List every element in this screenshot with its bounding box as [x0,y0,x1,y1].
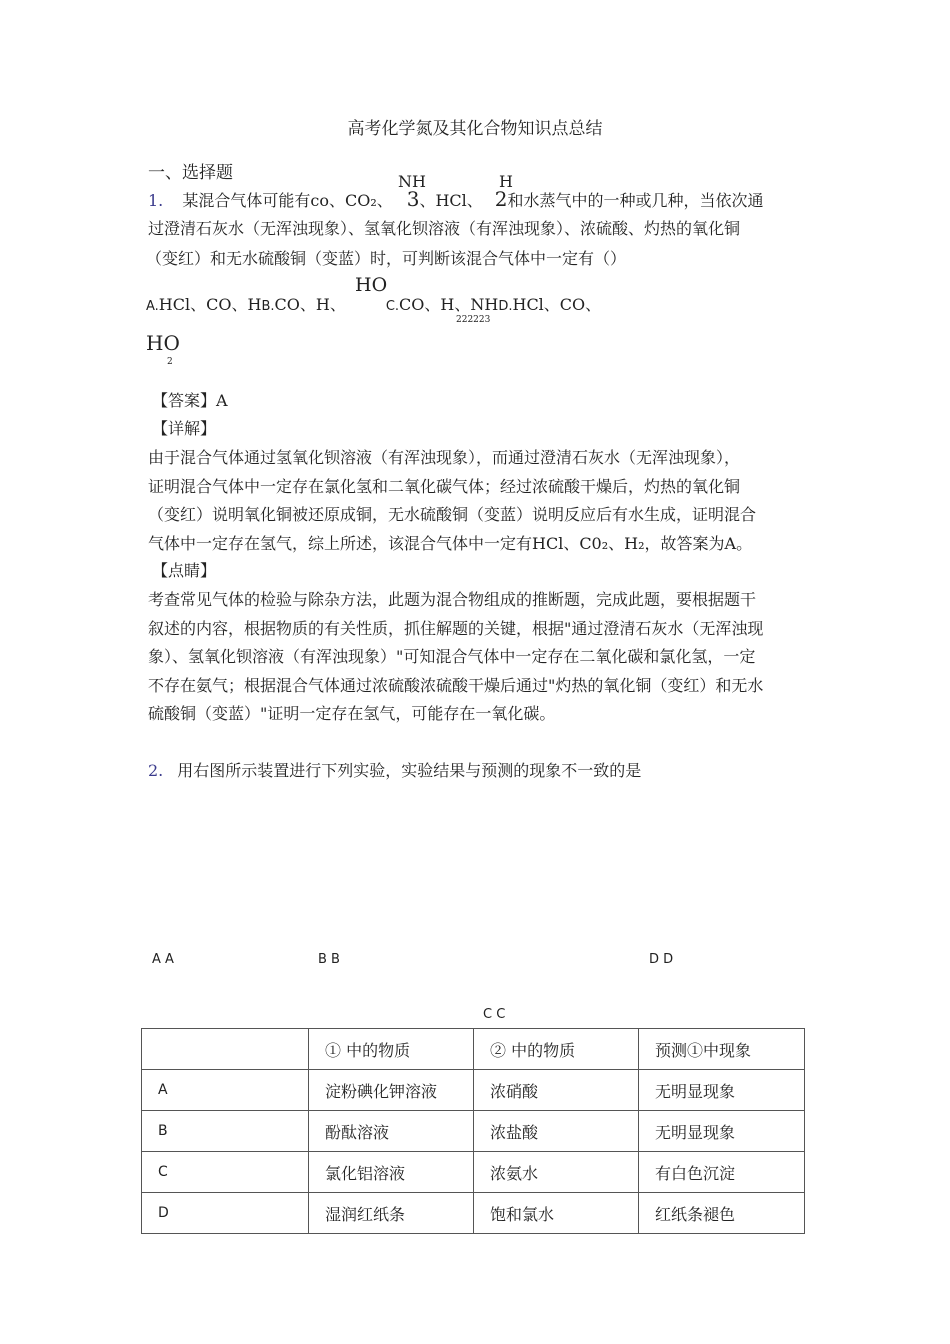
table-header-cell: 预测①中现象 [639,1029,805,1070]
option-c-label: C. [385,299,400,314]
table-cell: 红纸条褪色 [639,1193,805,1234]
option-a-text: HCl、CO、H [158,295,262,314]
q1-line1-mid: 、HCl、 [419,191,483,210]
detail-paragraph [148,444,808,558]
q1-line3: （变红）和无水硫酸铜（变蓝）时，可判断该混合气体中一定有（） [146,249,627,268]
option-a-label: A. [146,299,159,314]
answer-label: 【答案】A [152,391,228,410]
point-paragraph [148,586,808,729]
q1-ho-top: HO [355,274,388,296]
table-cell: 浓硝酸 [474,1070,639,1111]
figure-label-b: B B [318,952,340,966]
q1-line1-end: 和水蒸气中的一种或几种，当依次通 [507,191,764,210]
table-header-cell: ① 中的物质 [309,1029,474,1070]
option-c-text: CO、H、NH [399,295,499,314]
q1-line1 [148,186,764,214]
figure-label-c: C C [483,1007,506,1021]
table-row [142,1193,805,1234]
figure-label-d: D D [649,952,674,966]
detail-line: （变红）说明氧化铜被还原成铜，无水硫酸铜（变蓝）说明反应后有水生成，证明混合 [148,505,757,524]
q1-nh-top: NH [398,172,426,191]
option-b-text: CO、H、 [274,295,346,314]
point-line: 考查常见气体的检验与除杂方法，此题为混合物组成的推断题，完成此题，要根据题干 [148,590,757,609]
q1-number: 1. [148,191,164,210]
point-line: 硫酸铜（变蓝）"证明一定存在氢气，可能存在一氧化碳。 [148,704,556,723]
point-label: 【点睛】 [152,561,217,580]
point-line: 象）、氢氧化钡溶液（有浑浊现象）"可知混合气体中一定存在二氧化碳和氯化氢，一定 [148,647,756,666]
q2-text: 用右图所示装置进行下列实验，实验结果与预测的现象不一致的是 [177,761,642,780]
table-cell: 浓氨水 [474,1152,639,1193]
table-cell: 湿润红纸条 [309,1193,474,1234]
detail-line: 气体中一定存在氢气，综上所述，该混合气体中一定有HCl、C0₂、H₂，故答案为A。 [148,533,753,553]
detail-label: 【详解】 [152,419,217,438]
table-cell: A [142,1070,309,1111]
q1-options [146,292,601,315]
q2-options-table [141,1028,805,1234]
q1-nh-sub: 3 [406,187,420,211]
q2-number: 2. [148,761,164,780]
table-cell: C [142,1152,309,1193]
table-row [142,1152,805,1193]
q1-subscripts: 222223 [456,315,491,325]
table-cell: 无明显现象 [639,1070,805,1111]
table-cell: 氯化铝溶液 [309,1152,474,1193]
page-title: 高考化学氮及其化合物知识点总结 [347,119,603,139]
table-cell: B [142,1111,309,1152]
table-cell: 淀粉碘化钾溶液 [309,1070,474,1111]
q2-line [148,761,641,781]
q1-h-sub: 2 [494,187,508,211]
option-d-text: HCl、CO、 [512,295,602,314]
detail-line: 证明混合气体中一定存在氯化氢和二氧化碳气体；经过浓硫酸干燥后，灼热的氧化铜 [148,476,741,496]
table-row [142,1070,805,1111]
table-cell: 有白色沉淀 [639,1152,805,1193]
table-cell: 无明显现象 [639,1111,805,1152]
option-b-label: B. [261,299,275,314]
detail-line: 由于混合气体通过氢氧化钡溶液（有浑浊现象），而通过澄清石灰水（无浑浊现象）， [148,448,741,467]
q1-line2: 过澄清石灰水（无浑浊现象）、氢氧化钡溶液（有浑浊现象）、浓硫酸、灼热的氧化铜 [148,219,741,238]
table-cell: D [142,1193,309,1234]
option-d-label: D. [498,299,513,314]
table-cell: 酚酞溶液 [309,1111,474,1152]
figure-label-a: A A [152,952,174,966]
table-header-cell [142,1029,309,1070]
q1-h-top: H [499,172,513,191]
q1-ho2-sub: 2 [167,357,173,367]
table-cell: 浓盐酸 [474,1111,639,1152]
section-heading: 一、选择题 [148,163,233,183]
table-header-row [142,1029,805,1070]
table-header-cell: ② 中的物质 [474,1029,639,1070]
q1-ho2-main: HO [146,331,180,355]
point-line: 不存在氨气；根据混合气体通过浓硫酸浓硫酸干燥后通过"灼热的氧化铜（变红）和无水 [148,675,764,695]
table-cell: 饱和氯水 [474,1193,639,1234]
table-row [142,1111,805,1152]
point-line: 叙述的内容，根据物质的有关性质，抓住解题的关键，根据"通过澄清石灰水（无浑浊现 [148,618,764,638]
q1-line1-start: 某混合气体可能有co、CO₂、 [182,191,393,210]
